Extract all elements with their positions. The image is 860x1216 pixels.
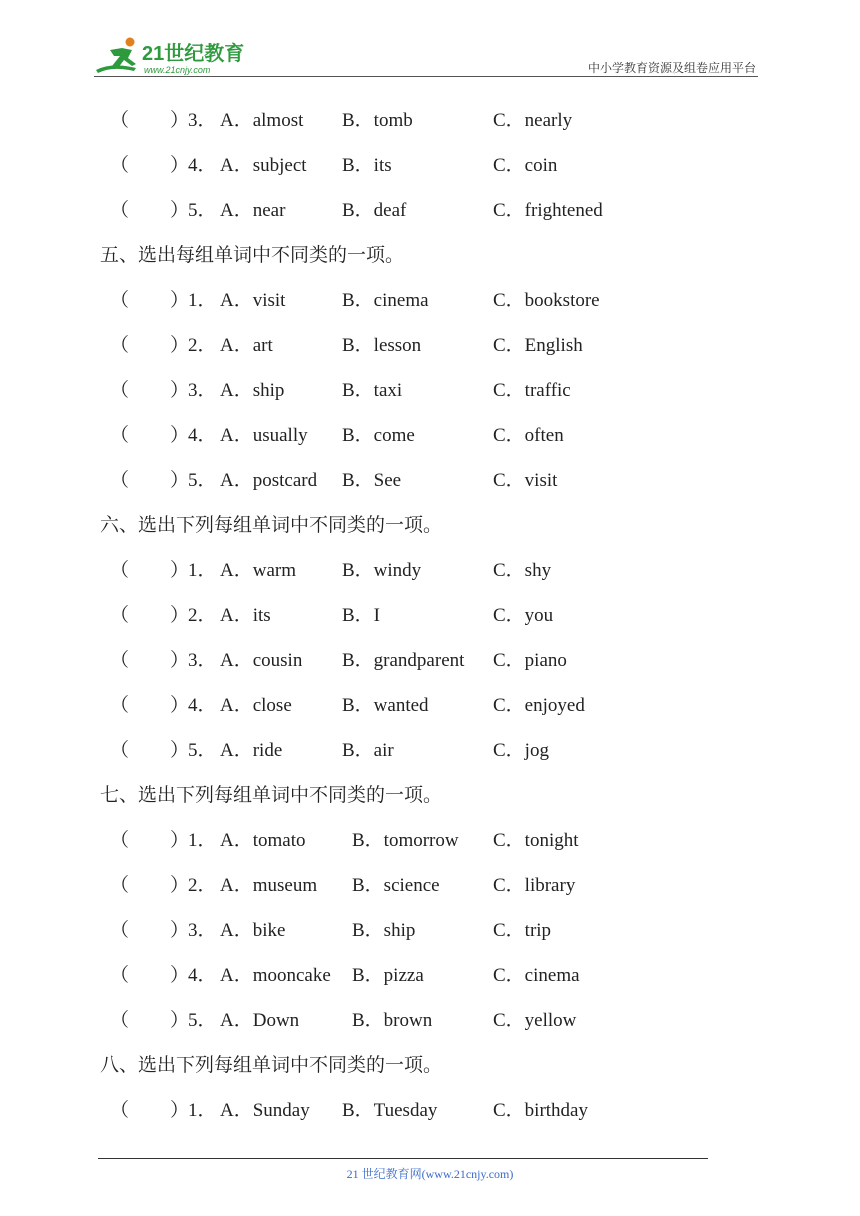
option-c: C．cinema xyxy=(493,965,580,986)
answer-paren-right: ） xyxy=(170,380,190,401)
answer-paren-right: ） xyxy=(170,830,190,851)
page-header xyxy=(0,0,860,80)
answer-paren-left[interactable]: （ xyxy=(110,110,130,131)
exercise-section xyxy=(0,1043,860,1133)
question-number: 5． xyxy=(188,470,217,491)
option-a: A．ride xyxy=(220,740,283,761)
question-number: 3． xyxy=(188,920,217,941)
option-c: C．you xyxy=(493,605,554,626)
option-b: B．See xyxy=(342,470,402,491)
exercise-section xyxy=(0,98,860,233)
answer-paren-left[interactable]: （ xyxy=(110,650,130,671)
option-a: A．Down xyxy=(220,1010,300,1031)
exercise-section xyxy=(0,503,860,773)
option-c: C．birthday xyxy=(493,1100,588,1121)
option-c: C．English xyxy=(493,335,583,356)
footer-divider xyxy=(98,1158,708,1159)
question-number: 3． xyxy=(188,380,217,401)
answer-paren-left[interactable]: （ xyxy=(110,920,130,941)
svg-text:www.21cnjy.com: www.21cnjy.com xyxy=(144,65,211,75)
answer-paren-right: ） xyxy=(170,155,190,176)
site-logo xyxy=(92,36,262,78)
answer-paren-right: ） xyxy=(170,650,190,671)
option-b: B．grandparent xyxy=(342,650,465,671)
option-c: C．frightened xyxy=(493,200,603,221)
question-number: 3． xyxy=(188,110,217,131)
question-number: 5． xyxy=(188,740,217,761)
section-title: 五、选出每组单词中不同类的一项。 xyxy=(100,244,405,266)
answer-paren-right: ） xyxy=(170,1100,190,1121)
option-b: B．science xyxy=(352,875,440,896)
section-title: 七、选出下列每组单词中不同类的一项。 xyxy=(100,784,443,806)
answer-paren-right: ） xyxy=(170,1010,190,1031)
option-a: A．art xyxy=(220,335,273,356)
option-c: C．bookstore xyxy=(493,290,600,311)
option-b: B．ship xyxy=(352,920,416,941)
option-a: A．museum xyxy=(220,875,318,896)
option-b: B．I xyxy=(342,605,381,626)
question-row xyxy=(0,323,860,368)
question-row xyxy=(0,728,860,773)
option-a: A．visit xyxy=(220,290,286,311)
question-number: 4． xyxy=(188,965,217,986)
answer-paren-left[interactable]: （ xyxy=(110,290,130,311)
question-row xyxy=(0,593,860,638)
option-c: C．tonight xyxy=(493,830,579,851)
runner-icon xyxy=(96,38,136,74)
question-row xyxy=(0,188,860,233)
option-b: B．Tuesday xyxy=(342,1100,438,1121)
question-number: 1． xyxy=(188,830,217,851)
option-c: C．trip xyxy=(493,920,552,941)
option-b: B．come xyxy=(342,425,415,446)
question-number: 2． xyxy=(188,605,217,626)
option-a: A．bike xyxy=(220,920,286,941)
option-b: B．windy xyxy=(342,560,422,581)
answer-paren-left[interactable]: （ xyxy=(110,1100,130,1121)
answer-paren-left[interactable]: （ xyxy=(110,470,130,491)
platform-label: 中小学教育资源及组卷应用平台 xyxy=(587,61,756,75)
question-row xyxy=(0,368,860,413)
question-row xyxy=(0,143,860,188)
option-c: C．library xyxy=(493,875,576,896)
option-b: B．pizza xyxy=(352,965,424,986)
option-b: B．air xyxy=(342,740,394,761)
option-a: A．cousin xyxy=(220,650,303,671)
header-divider xyxy=(94,76,758,77)
exercise-section xyxy=(0,233,860,503)
question-number: 1． xyxy=(188,560,217,581)
question-number: 4． xyxy=(188,425,217,446)
svg-text:21世纪教育: 21世纪教育 xyxy=(142,43,245,65)
option-a: A．close xyxy=(220,695,292,716)
question-row xyxy=(0,1088,860,1133)
question-number: 3． xyxy=(188,650,217,671)
answer-paren-right: ） xyxy=(170,695,190,716)
option-c: C．nearly xyxy=(493,110,573,131)
option-c: C．enjoyed xyxy=(493,695,585,716)
option-a: A．mooncake xyxy=(220,965,331,986)
answer-paren-right: ） xyxy=(170,965,190,986)
option-c: C．traffic xyxy=(493,380,571,401)
option-c: C．visit xyxy=(493,470,558,491)
answer-paren-right: ） xyxy=(170,335,190,356)
question-row xyxy=(0,818,860,863)
question-number: 2． xyxy=(188,335,217,356)
exercise-section xyxy=(0,773,860,1043)
option-c: C．often xyxy=(493,425,564,446)
answer-paren-right: ） xyxy=(170,425,190,446)
question-row xyxy=(0,998,860,1043)
answer-paren-left[interactable]: （ xyxy=(110,560,130,581)
question-row xyxy=(0,863,860,908)
question-row xyxy=(0,278,860,323)
answer-paren-left[interactable]: （ xyxy=(110,830,130,851)
option-c: C．coin xyxy=(493,155,558,176)
option-b: B．lesson xyxy=(342,335,422,356)
question-number: 1． xyxy=(188,1100,217,1121)
option-a: A．warm xyxy=(220,560,296,581)
question-row xyxy=(0,548,860,593)
option-b: B．taxi xyxy=(342,380,403,401)
option-b: B．brown xyxy=(352,1010,433,1031)
question-row xyxy=(0,908,860,953)
answer-paren-right: ） xyxy=(170,560,190,581)
option-a: A．postcard xyxy=(220,470,318,491)
question-row xyxy=(0,683,860,728)
question-row xyxy=(0,953,860,998)
option-b: B．cinema xyxy=(342,290,429,311)
option-b: B．tomb xyxy=(342,110,413,131)
option-a: A．Sunday xyxy=(220,1100,310,1121)
option-a: A．ship xyxy=(220,380,285,401)
question-number: 5． xyxy=(188,200,217,221)
option-a: A．almost xyxy=(220,110,304,131)
answer-paren-left[interactable]: （ xyxy=(110,1010,130,1031)
answer-paren-left[interactable]: （ xyxy=(110,155,130,176)
option-b: B．its xyxy=(342,155,392,176)
answer-paren-right: ） xyxy=(170,605,190,626)
option-b: B．tomorrow xyxy=(352,830,459,851)
option-a: A．tomato xyxy=(220,830,306,851)
answer-paren-left[interactable]: （ xyxy=(110,695,130,716)
option-a: A．near xyxy=(220,200,286,221)
answer-paren-right: ） xyxy=(170,290,190,311)
option-a: A．usually xyxy=(220,425,308,446)
question-row xyxy=(0,638,860,683)
answer-paren-right: ） xyxy=(170,200,190,221)
option-a: A．subject xyxy=(220,155,307,176)
section-title: 六、选出下列每组单词中不同类的一项。 xyxy=(100,514,443,536)
option-c: C．piano xyxy=(493,650,567,671)
question-number: 4． xyxy=(188,155,217,176)
answer-paren-right: ） xyxy=(170,110,190,131)
answer-paren-left[interactable]: （ xyxy=(110,965,130,986)
question-row xyxy=(0,98,860,143)
exercise-content xyxy=(0,98,860,1133)
question-number: 1． xyxy=(188,290,217,311)
option-c: C．shy xyxy=(493,560,552,581)
answer-paren-left[interactable]: （ xyxy=(110,875,130,896)
option-b: B．wanted xyxy=(342,695,429,716)
option-c: C．jog xyxy=(493,740,549,761)
answer-paren-right: ） xyxy=(170,470,190,491)
option-a: A．its xyxy=(220,605,271,626)
question-number: 5． xyxy=(188,1010,217,1031)
question-row xyxy=(0,413,860,458)
answer-paren-left[interactable]: （ xyxy=(110,425,130,446)
answer-paren-left[interactable]: （ xyxy=(110,605,130,626)
answer-paren-left[interactable]: （ xyxy=(110,200,130,221)
option-c: C．yellow xyxy=(493,1010,577,1031)
answer-paren-left[interactable]: （ xyxy=(110,380,130,401)
answer-paren-right: ） xyxy=(170,875,190,896)
answer-paren-left[interactable]: （ xyxy=(110,335,130,356)
answer-paren-right: ） xyxy=(170,920,190,941)
question-row xyxy=(0,458,860,503)
answer-paren-left[interactable]: （ xyxy=(110,740,130,761)
question-number: 4． xyxy=(188,695,217,716)
option-b: B．deaf xyxy=(342,200,407,221)
question-number: 2． xyxy=(188,875,217,896)
section-title: 八、选出下列每组单词中不同类的一项。 xyxy=(100,1054,443,1076)
footer-link[interactable]: 21 世纪教育网(www.21cnjy.com) xyxy=(346,1167,514,1181)
answer-paren-right: ） xyxy=(170,740,190,761)
